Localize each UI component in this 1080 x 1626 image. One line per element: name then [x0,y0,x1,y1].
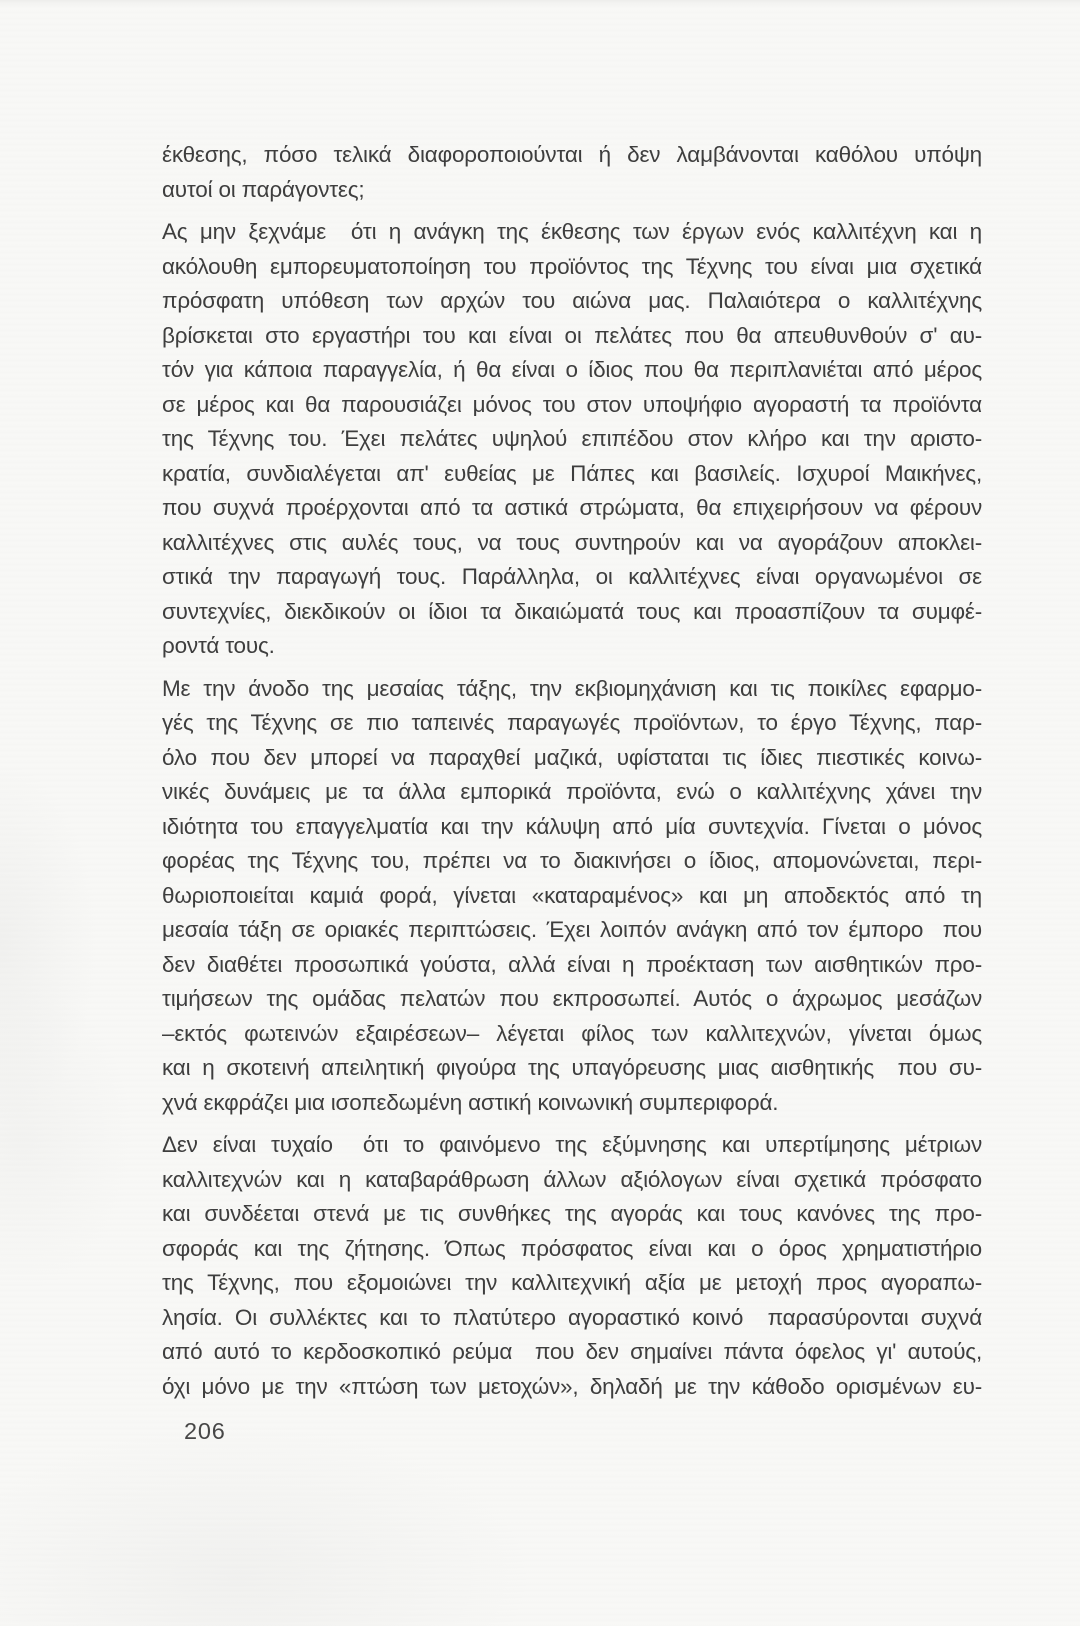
text-line: ιδιότητα του επαγγελματία και την κάλυψη από μία συντεχνία. Γίνεται ο μόνος [162,813,982,839]
text-line: δεν διαθέτει προσωπικά γούστα, αλλά είναι η προέκταση των αισθητικών προ- [162,951,982,977]
text-line: τιμήσεων της ομάδας πελατών που εκπροσωπεί. Αυτός ο άχρωμος μεσάζων [162,986,982,1011]
text-line: γές της Τέχνης σε πιο ταπεινές παραγωγές προϊόντων, το έργο Τέχνης, παρ- [162,710,982,735]
text-line: κρατία, συνδιαλέγεται απ' ευθείας με Πάπες και βασιλείς. Ισχυροί Μαικήνες, [162,460,982,486]
text-line: της Τέχνης, που εξομοιώνει την καλλιτεχνική αξία με μετοχή προς αγοραπω- [162,1270,982,1295]
text-line: αυτοί οι παράγοντες; [162,176,365,202]
text-line: από αυτό το κερδοσκοπικό ρεύμα που δεν σημαίνει πάντα όφελος γι' αυτούς, [162,1339,982,1364]
text-line: στικά την παραγωγή τους. Παράλληλα, οι καλλιτέχνες είναι οργανωμένοι σε [162,564,982,589]
text-line: καλλιτεχνών και η καταβαράθρωση άλλων αξιόλογων είναι σχετικά πρόσφατο [162,1166,982,1192]
text-line: Με την άνοδο της μεσαίας τάξης, την εκβιομηχάνιση και τις ποικίλες εφαρμο- [162,675,982,701]
text-line: όλο που δεν μπορεί να παραχθεί μαζικά, υφίσταται τις ίδιες πιεστικές κοινω- [162,744,982,770]
text-line: Ας μην ξεχνάμε ότι η ανάγκη της έκθεσης των έργων ενός καλλιτέχνη και η [162,219,982,244]
text-line: Δεν είναι τυχαίο ότι το φαινόμενο της εξύμνησης και υπερτίμησης μέτριων [162,1132,982,1157]
text-line: βρίσκεται στο εργαστήρι του και είναι οι πελάτες που θα απευθυνθούν σ' αυ- [162,322,982,348]
text-line: ροντά τους. [162,633,275,658]
text-line: μεσαία τάξη σε οριακές περιπτώσεις. Έχει λοιπόν ανάγκη από τον έμπορο που [162,917,982,942]
text-line: και η σκοτεινή απειλητική φιγούρα της υπαγόρευσης μιας αισθητικής που συ- [162,1055,982,1080]
text-line: τόν για κάποια παραγγελία, ή θα είναι ο ίδιος που θα περιπλανιέται από μέρος [162,357,982,382]
text-line: έκθεσης, πόσο τελικά διαφοροποιούνται ή δεν λαμβάνονται καθόλου υπόψη [162,142,982,167]
text-line: σε μέρος και θα παρουσιάζει μόνος του στον υποψήφιο αγοραστή τα προϊόντα [162,391,982,417]
text-line: όχι μόνο με την «πτώση των μετοχών», δηλαδή με την κάθοδο ορισμένων ευ- [162,1373,982,1399]
text-line: καλλιτέχνες στις αυλές τους, να τους συντηρούν και να αγοράζουν αποκλει- [162,529,982,555]
text-line: θωριοποιείται καμιά φορά, γίνεται «καταραμένος» και μη αποδεκτός από τη [162,882,982,908]
text-column [162,138,982,1412]
text-line: –εκτός φωτεινών εξαιρέσεων– λέγεται φίλος των καλλιτεχνών, γίνεται όμως [162,1020,982,1046]
page-number: 206 [184,1418,226,1444]
text-line: πρόσφατη υπόθεση των αρχών του αιώνα μας. Παλαιότερα ο καλλιτέχνης [162,288,982,313]
text-line: ακόλουθη εμπορευματοποίηση του προϊόντος της Τέχνης του είναι μια σχετικά [162,253,982,279]
text-line: λησία. Οι συλλέκτες και το πλατύτερο αγοραστικό κοινό παρασύρονται συχνά [162,1304,982,1330]
text-line: χνά εκφράζει μια ισοπεδωμένη αστική κοινωνική συμπεριφορά. [162,1089,779,1115]
text-line: σφοράς και της ζήτησης. Όπως πρόσφατος είναι και ο όρος χρηματιστήριο [162,1235,982,1261]
paragraph [162,672,982,1121]
text-line: που συχνά προέρχονται από τα αστικά στρώματα, θα επιχειρήσουν να φέρουν [162,495,982,520]
text-line: φορέας της Τέχνης του, πρέπει να το διακινήσει ο ίδιος, απομονώνεται, περι- [162,848,982,873]
text-line: της Τέχνης του. Έχει πελάτες υψηλού επιπέδου στον κλήρο και την αριστο- [162,426,982,451]
text-line: συντεχνίες, διεκδικούν οι ίδιοι τα δικαιώματά τους και προασπίζουν τα συμφέ- [162,598,982,624]
text-line: και συνδέεται στενά με τις συνθήκες της αγοράς και τους κανόνες της προ- [162,1201,982,1226]
text-line: νικές δυνάμεις με τα άλλα εμπορικά προϊόντα, ενώ ο καλλιτέχνης χάνει την [162,779,982,804]
paragraph [162,215,982,664]
paragraph [162,138,982,207]
paragraph [162,1128,982,1404]
